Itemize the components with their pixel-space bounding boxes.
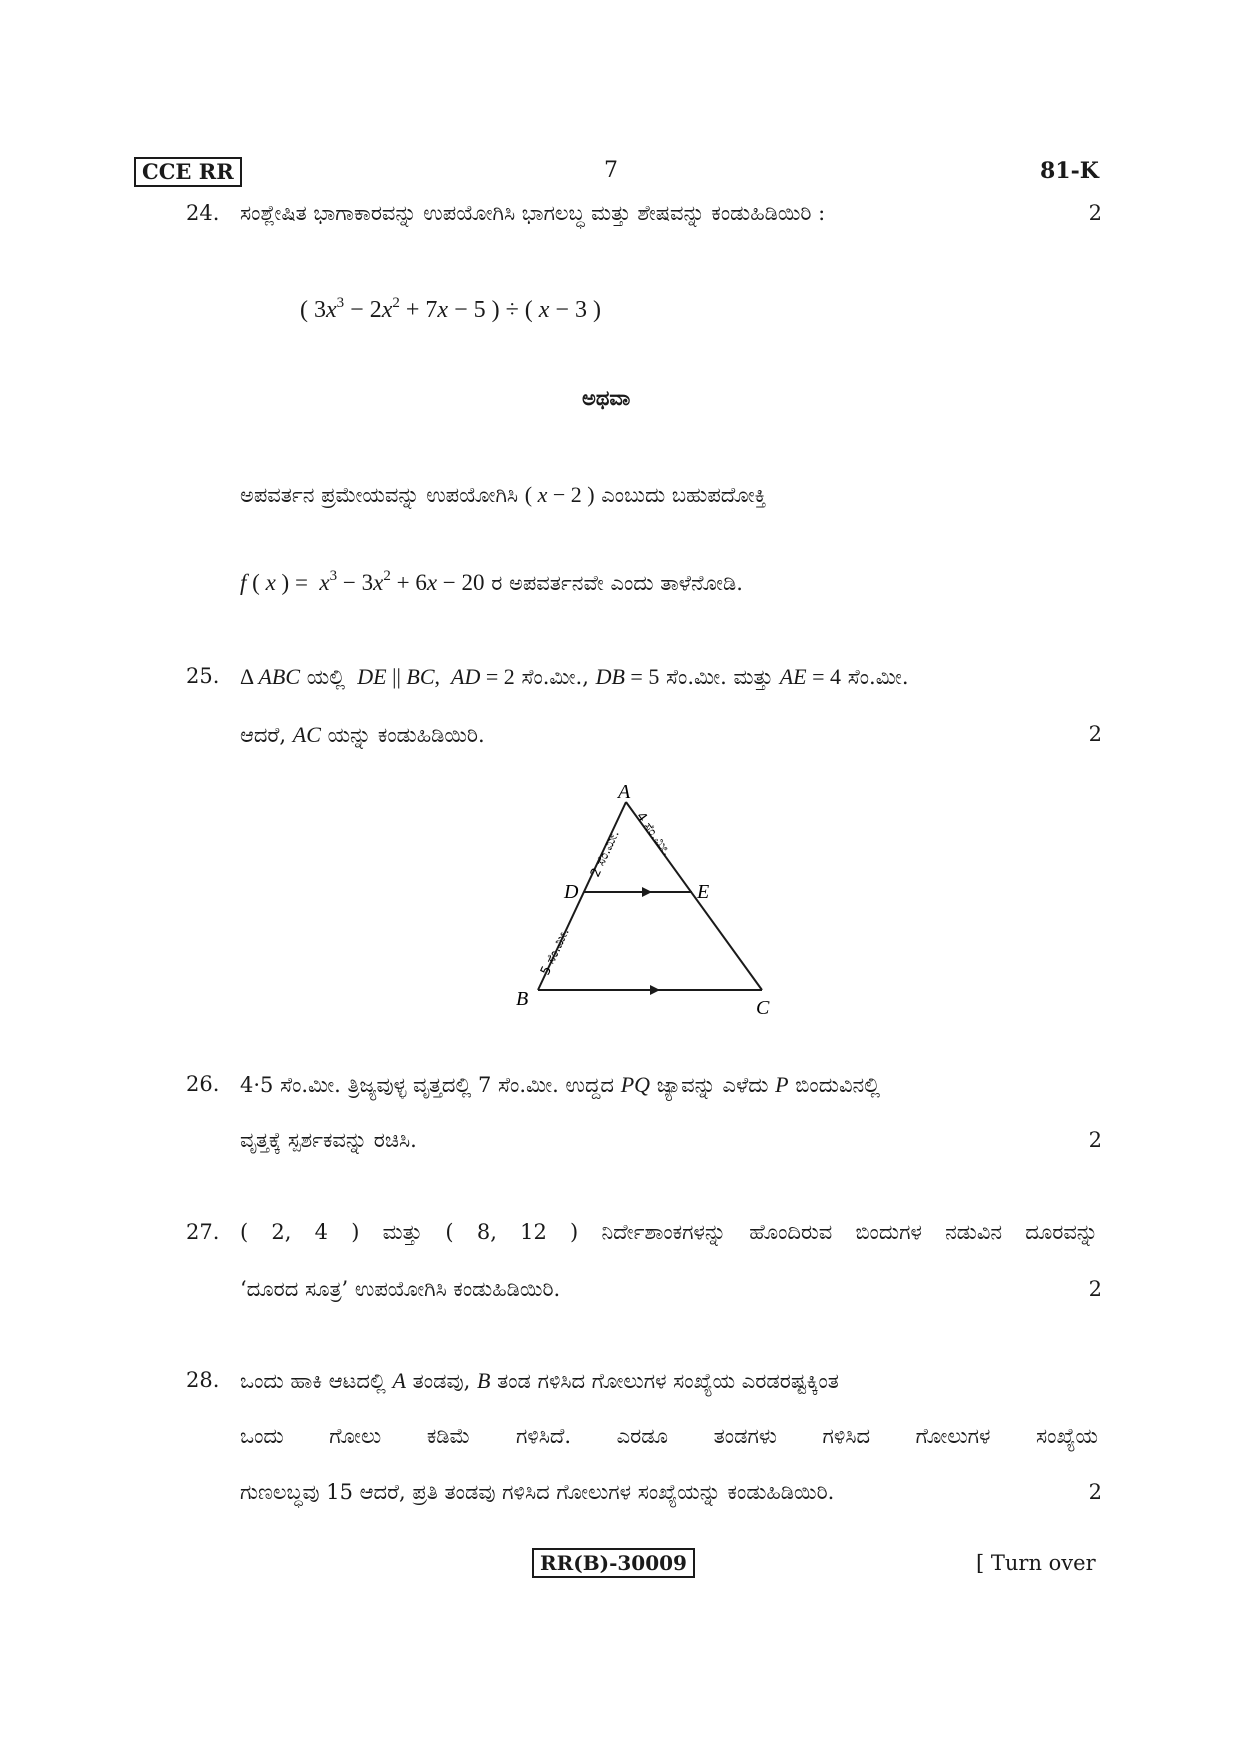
q26-line-2: ವೃತ್ತಕ್ಕೆ ಸ್ಪರ್ಶಕವನ್ನು ರಚಿಸಿ. (240, 1128, 417, 1152)
side-db-label: 5 ಸೆಂ.ಮೀ. (538, 926, 573, 978)
q24-text: ಸಂಶ್ಲೇಷಿತ ಭಾಗಾಕಾರವನ್ನು ಉಪಯೋಗಿಸಿ ಭಾಗಲಬ್ಧ ಮತ್ತು ಶೇಷವನ್ನು ಕಂಡುಹಿಡಿಯಿರಿ : (240, 201, 826, 225)
q25-unit-2: ಸೆಂ.ಮೀ. ಮತ್ತು (666, 665, 774, 689)
q25-line-2-b: ಯನ್ನು ಕಂಡುಹಿಡಿಯಿರಿ. (327, 723, 485, 747)
q28-line-1-b: ತಂಡವು, (412, 1369, 471, 1393)
q28-marks: 2 (1088, 1480, 1102, 1504)
q25-line-1 (240, 662, 1098, 692)
paper-code: 81-K (1040, 158, 1099, 184)
question-number-26: 26. (186, 1072, 220, 1096)
q28-line-3: ಗುಣಲಬ್ಧವು 15 ಆದರೆ, ಪ್ರತಿ ತಂಡವು ಗಳಿಸಿದ ಗೋಲುಗಳ ಸಂಖ್ಯೆಯನ್ನು ಕಂಡುಹಿಡಿಯಿರಿ. (240, 1480, 835, 1504)
page-number: 7 (604, 158, 618, 183)
q24-expression: ( $3x^3 - 2x^2 + 7x - 5$ ) ÷ ( x − 3 ) (300, 295, 601, 323)
label-c: C (756, 997, 770, 1019)
q28-line-1-a: ಒಂದು ಹಾಕಿ ಆಟದಲ್ಲಿ (240, 1369, 386, 1393)
side-ae-label: 4 ಸೆಂ.ಮೀ. (632, 809, 675, 859)
q25-line-2-a: ಆದರೆ, (240, 723, 287, 747)
q27-marks: 2 (1088, 1277, 1102, 1301)
q26-p: P (775, 1072, 789, 1097)
q25-ae: AE = 4 (779, 664, 842, 689)
q26-line-1 (240, 1070, 1098, 1100)
q24-factor: ( x − 2 ) (524, 482, 595, 507)
question-number-27: 27. (186, 1220, 220, 1244)
q26-marks: 2 (1088, 1128, 1102, 1152)
q25-triangle: Δ ABC (240, 664, 300, 689)
q28-line-2: ಒಂದು ಗೋಲು ಕಡಿಮೆ ಗಳಿಸಿದೆ. ಎರಡೂ ತಂಡಗಳು ಗಳಿಸಿದ ಗೋಲುಗಳ ಸಂಖ್ಯೆಯ (240, 1424, 1098, 1448)
q24-alt-line-1-b: ಎಂಬುದು ಬಹುಪದೋಕ್ತಿ (601, 483, 767, 507)
question-number-28: 28. (186, 1368, 220, 1392)
q24-alt-line-1 (240, 480, 766, 510)
or-label: ಅಥವಾ (582, 385, 631, 410)
triangle-diagram (500, 780, 800, 1020)
label-e: E (697, 881, 710, 903)
q25-db: DB = 5 (595, 664, 660, 689)
q28-line-1 (240, 1366, 1098, 1396)
q25-line-2 (240, 720, 485, 750)
header-code-box: CCE RR (134, 157, 242, 187)
q25-unit-1: ಸೆಂ.ಮೀ., (521, 665, 589, 689)
q26-line-1-b: ಜ್ಯಾವನ್ನು ಎಳೆದು (656, 1073, 769, 1097)
q28-line-1-c: ತಂಡ ಗಳಿಸಿದ ಗೋಲುಗಳ ಸಂಖ್ಯೆಯ ಎರಡರಷ್ಟಕ್ಕಿಂತ (497, 1369, 839, 1393)
label-a: A (618, 781, 631, 803)
q28-team-b: B (476, 1368, 491, 1393)
q26-line-1-a: 4·5 ಸೆಂ.ಮೀ. ತ್ರಿಜ್ಯವುಳ್ಳ ವೃತ್ತದಲ್ಲಿ 7 ಸೆಂ.ಮೀ. ಉದ್ದದ (240, 1073, 614, 1097)
q25-parallel: DE || BC, AD = 2 (357, 664, 515, 689)
q27-line-1: ( 2, 4 ) ಮತ್ತು ( 8, 12 ) ನಿರ್ದೇಶಾಂಕಗಳನ್ನು ಹೊಂದಿರುವ ಬಿಂದುಗಳ ನಡುವಿನ ದೂರವನ್ನು (240, 1220, 1098, 1244)
q25-unit-3: ಸೆಂ.ಮೀ. (847, 665, 909, 689)
question-number-24: 24. (186, 201, 220, 225)
q24-polynomial: f ( x ) = $x^3 - 3x^2 + 6x - 20$ (240, 568, 485, 595)
q26-pq: PQ (620, 1072, 651, 1097)
q24-marks: 2 (1088, 201, 1102, 225)
q28-team-a: A (392, 1368, 406, 1393)
q24-alt-line-2 (240, 568, 743, 598)
q25-ac: AC (292, 722, 321, 747)
footer-code-box: RR(B)-30009 (532, 1548, 695, 1578)
q25-line-1-a: ಯಲ್ಲಿ (306, 665, 346, 689)
arrow-bc-icon (650, 985, 660, 995)
q25-marks: 2 (1088, 722, 1102, 746)
label-b: B (516, 988, 529, 1010)
label-d: D (564, 881, 579, 903)
side-ad-label: 2 ಸೆಂ.ಮೀ. (588, 828, 623, 880)
turn-over: [ Turn over (976, 1551, 1096, 1575)
q27-line-2: ‘ದೂರದ ಸೂತ್ರ’ ಉಪಯೋಗಿಸಿ ಕಂಡುಹಿಡಿಯಿರಿ. (240, 1277, 561, 1301)
arrow-de-icon (642, 887, 652, 897)
question-number-25: 25. (186, 664, 220, 688)
q26-line-1-c: ಬಿಂದುವಿನಲ್ಲಿ (795, 1073, 881, 1097)
q24-alt-line-2-b: ರ ಅಪವರ್ತನವೇ ಎಂದು ತಾಳೆನೋಡಿ. (491, 571, 743, 595)
q24-alt-line-1-a: ಅಪವರ್ತನ ಪ್ರಮೇಯವನ್ನು ಉಪಯೋಗಿಸಿ (240, 483, 519, 507)
